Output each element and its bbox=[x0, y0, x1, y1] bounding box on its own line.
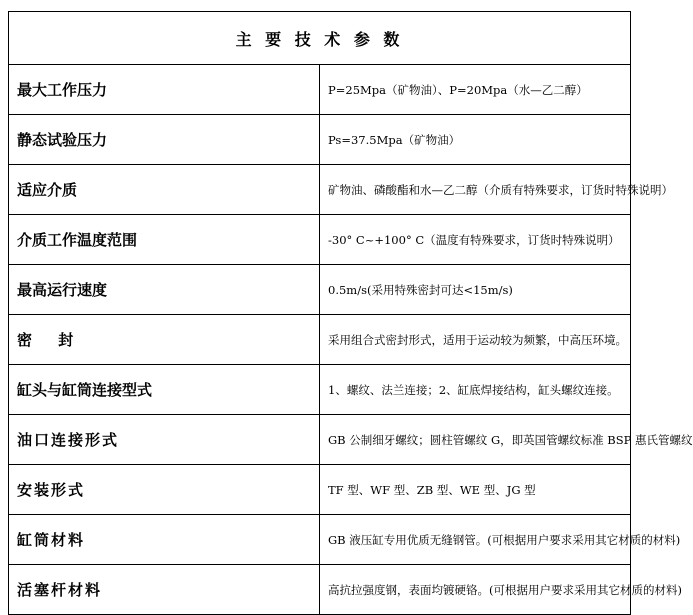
spec-value: P=25Mpa（矿物油）、P=20Mpa（水—乙二醇） bbox=[320, 65, 631, 115]
spec-value: 0.5m/s(采用特殊密封可达<15m/s) bbox=[320, 265, 631, 315]
spec-value: GB 液压缸专用优质无缝钢管。(可根据用户要求采用其它材质的材料) bbox=[320, 515, 631, 565]
spec-label: 适应介质 bbox=[9, 165, 320, 215]
spec-value: Ps=37.5Mpa（矿物油） bbox=[320, 115, 631, 165]
specifications-table bbox=[8, 11, 693, 615]
table-row bbox=[9, 365, 631, 415]
table-row bbox=[9, 115, 631, 165]
table-row bbox=[9, 65, 631, 115]
spec-label: 安装形式 bbox=[9, 465, 320, 515]
spec-value: TF 型、WF 型、ZB 型、WE 型、JG 型 bbox=[320, 465, 631, 515]
spec-label: 最大工作压力 bbox=[9, 65, 320, 115]
spec-label: 活塞杆材料 bbox=[9, 565, 320, 615]
spec-value: -30° C~+100° C（温度有特殊要求，订货时特殊说明） bbox=[320, 215, 631, 265]
spec-value: 采用组合式密封形式，适用于运动较为频繁，中高压环境。 bbox=[320, 315, 631, 365]
table-row bbox=[9, 515, 631, 565]
spec-label: 密 封 bbox=[9, 315, 320, 365]
table-row bbox=[9, 265, 631, 315]
spec-label: 油口连接形式 bbox=[9, 415, 320, 465]
table-title: 主 要 技 术 参 数 bbox=[9, 12, 631, 65]
spec-label: 缸头与缸筒连接型式 bbox=[9, 365, 320, 415]
spec-label: 介质工作温度范围 bbox=[9, 215, 320, 265]
spec-label: 静态试验压力 bbox=[9, 115, 320, 165]
spec-value: 1、螺纹、法兰连接；2、缸底焊接结构，缸头螺纹连接。 bbox=[320, 365, 631, 415]
table-title-row bbox=[9, 12, 631, 65]
table-row bbox=[9, 215, 631, 265]
table-row bbox=[9, 415, 631, 465]
table-row bbox=[9, 565, 631, 615]
spec-label: 最高运行速度 bbox=[9, 265, 320, 315]
spec-value: 高抗拉强度钢，表面均镀硬铬。(可根据用户要求采用其它材质的材料) bbox=[320, 565, 631, 615]
spec-value: 矿物油、磷酸酯和水—乙二醇（介质有特殊要求，订货时特殊说明） bbox=[320, 165, 631, 215]
table-row bbox=[9, 465, 631, 515]
spec-label: 缸筒材料 bbox=[9, 515, 320, 565]
spec-value: GB 公制细牙螺纹；圆柱管螺纹 G，即英国管螺纹标准 BSP 惠氏管螺纹 bbox=[320, 415, 631, 465]
table-row bbox=[9, 165, 631, 215]
table-row bbox=[9, 315, 631, 365]
